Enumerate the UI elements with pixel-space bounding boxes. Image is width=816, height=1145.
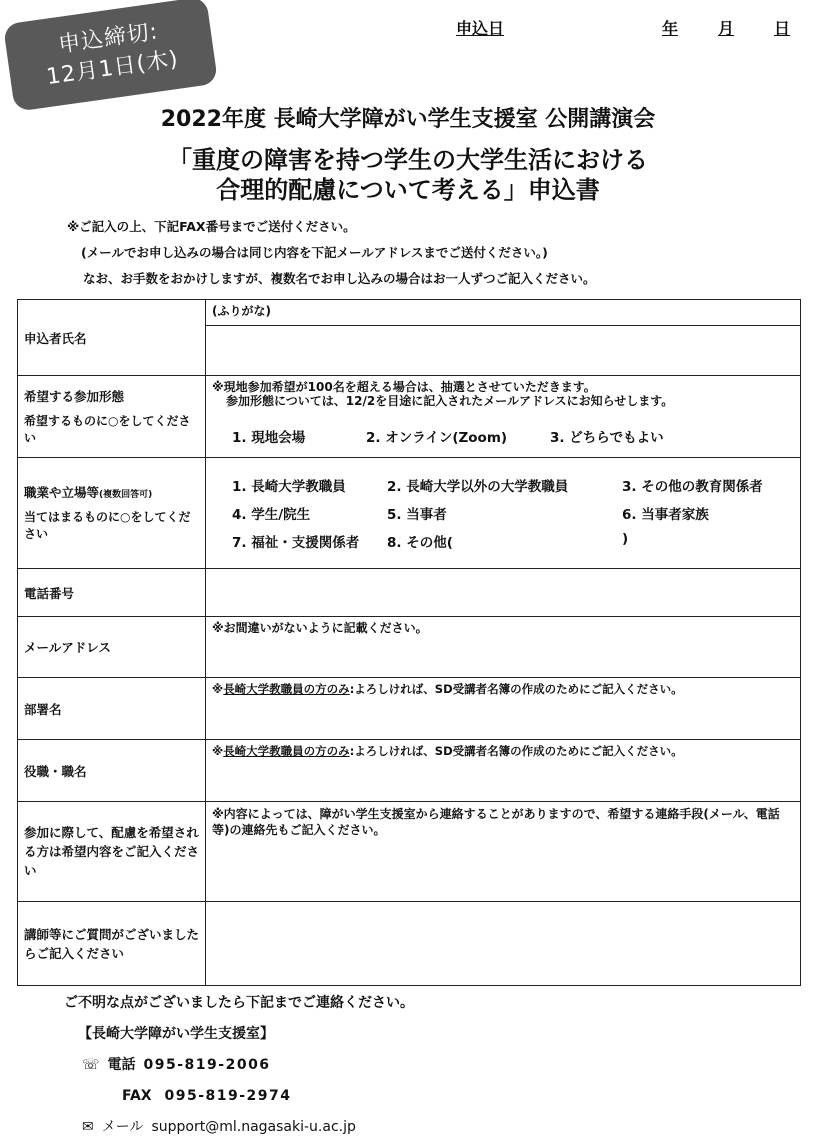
tel-number: 095-819-2006 [143,1057,271,1073]
row-occupation [18,458,801,569]
occ-option-5[interactable]: 5. 当事者 [387,507,447,523]
apply-date-year: 年 [661,19,678,38]
instructions [67,214,596,292]
occ-option-8-text: 8. その他( [387,535,453,551]
deadline-line2: 12月1日(木) [44,46,181,91]
phone-label [18,569,206,617]
row-accommodation [18,802,801,902]
occ-option-8[interactable] [387,531,622,551]
accommodation-note: ※内容によっては、障がい学生支援室から連絡することがありますので、希望する連絡手段(メール、電話等)の連絡先もご記入ください。 [212,807,780,837]
option-either[interactable]: 3. どちらでもよい [550,430,664,446]
occ-option-3[interactable]: 3. その他の教育関係者 [622,479,763,495]
furigana-label: (ふりがな) [206,300,800,326]
participation-note1: ※現地参加希望が100名を超える場合は、抽選とさせていただきます。 [212,380,596,394]
name-field[interactable] [206,300,801,376]
email-note: ※お間違いがないように記載ください。 [212,621,428,635]
questions-label-text: 講師等にご質問がございましたらご記入ください [24,926,200,961]
apply-date [456,16,790,39]
form-title [0,145,816,205]
occ-option-8-close: ) [622,531,629,547]
position-note [212,744,794,758]
department-note-rest: :よろしければ、SD受講者名簿の作成のためにご記入ください。 [349,682,683,696]
row-name [18,300,801,376]
position-field[interactable] [206,740,801,802]
occupation-label [18,458,206,569]
deadline-line1: 申込締切: [56,19,160,59]
row-questions [18,902,801,986]
position-note-underlined: 長崎大学教職員の方のみ [223,744,350,758]
tel-label: 電話 [107,1057,136,1073]
mail-icon: ✉ [82,1119,94,1135]
participation-label-text: 希望する参加形態 [24,388,125,404]
position-note-prefix: ※ [212,744,224,758]
accommodation-label [18,802,206,902]
application-form [17,299,801,986]
phone-icon: ☏ [82,1057,100,1073]
option-online[interactable]: 2. オンライン(Zoom) [366,430,508,446]
department-label-text: 部署名 [24,701,62,717]
apply-date-day: 日 [773,19,790,38]
occupation-sub: 当てはまるものに○をしてください [24,510,191,541]
questions-label [18,902,206,986]
department-note-prefix: ※ [212,682,224,696]
mail-label: メール [101,1119,144,1135]
department-note [212,682,794,696]
instruction-2: (メールでお申し込みの場合は同じ内容を下記メールアドレスまでご送付ください。) [81,245,548,260]
position-note-rest: :よろしければ、SD受講者名簿の作成のためにご記入ください。 [349,744,683,758]
contact-tel [64,1050,414,1081]
occupation-multiple: (複数回答可) [99,490,153,500]
contact-mail [64,1112,414,1143]
row-email [18,617,801,678]
phone-field[interactable] [206,569,801,617]
row-participation [18,376,801,458]
mail-address[interactable]: support@ml.nagasaki-u.ac.jp [151,1119,356,1135]
contact-org: 【長崎大学障がい学生支援室】 [78,1026,274,1042]
name-label-text: 申込者氏名 [24,330,87,346]
occ-option-2[interactable]: 2. 長崎大学以外の大学教職員 [387,479,569,495]
phone-label-text: 電話番号 [24,585,75,601]
participation-note2: 参加形態については、12/2を目途に記入されたメールアドレスにお知らせします。 [226,394,674,408]
row-position [18,740,801,802]
department-label [18,678,206,740]
form-title-line2: 合理的配慮について考える」申込書 [216,176,600,204]
participation-label [18,376,206,458]
email-field[interactable] [206,617,801,678]
contact-intro: ご不明な点がございましたら下記までご連絡ください。 [64,995,414,1011]
occ-option-4[interactable]: 4. 学生/院生 [232,507,311,523]
email-label [18,617,206,678]
contact-info [64,988,414,1143]
form-title-line1: 「重度の障害を持つ学生の大学生活における [168,146,648,174]
participation-sub: 希望するものに○をしてください [24,413,191,445]
occ-option-7[interactable]: 7. 福祉・支援関係者 [232,535,360,551]
row-phone [18,569,801,617]
email-label-text: メールアドレス [24,640,111,655]
accommodation-label-text: 参加に際して、配慮を希望される方は希望内容をご記入ください [24,825,200,878]
occ-option-1[interactable]: 1. 長崎大学教職員 [232,479,346,495]
apply-date-month: 月 [717,19,734,38]
position-label-text: 役職・職名 [24,763,87,779]
occupation-label-text: 職業や立場等 [24,485,100,500]
position-label [18,740,206,802]
row-department [18,678,801,740]
contact-fax [64,1081,414,1112]
accommodation-field[interactable] [206,802,801,902]
occupation-field [206,458,801,569]
fax-label: FAX [122,1088,152,1104]
fax-number: 095-819-2974 [164,1088,292,1104]
option-onsite[interactable]: 1. 現地会場 [232,430,306,446]
instruction-1: ※ご記入の上、下記FAX番号までご送付ください。 [67,219,356,234]
name-label [18,300,206,376]
deadline-badge [3,0,218,112]
occ-option-6[interactable]: 6. 当事者家族 [622,507,709,523]
instruction-3: なお、お手数をおかけしますが、複数名でお申し込みの場合はお一人ずつご記入ください。 [83,271,596,286]
department-field[interactable] [206,678,801,740]
apply-date-label: 申込日 [456,19,505,38]
department-note-underlined: 長崎大学教職員の方のみ [223,682,350,696]
event-title: 2022年度 長崎大学障がい学生支援室 公開講演会 [160,107,656,132]
questions-field[interactable] [206,902,801,986]
participation-field [206,376,801,458]
